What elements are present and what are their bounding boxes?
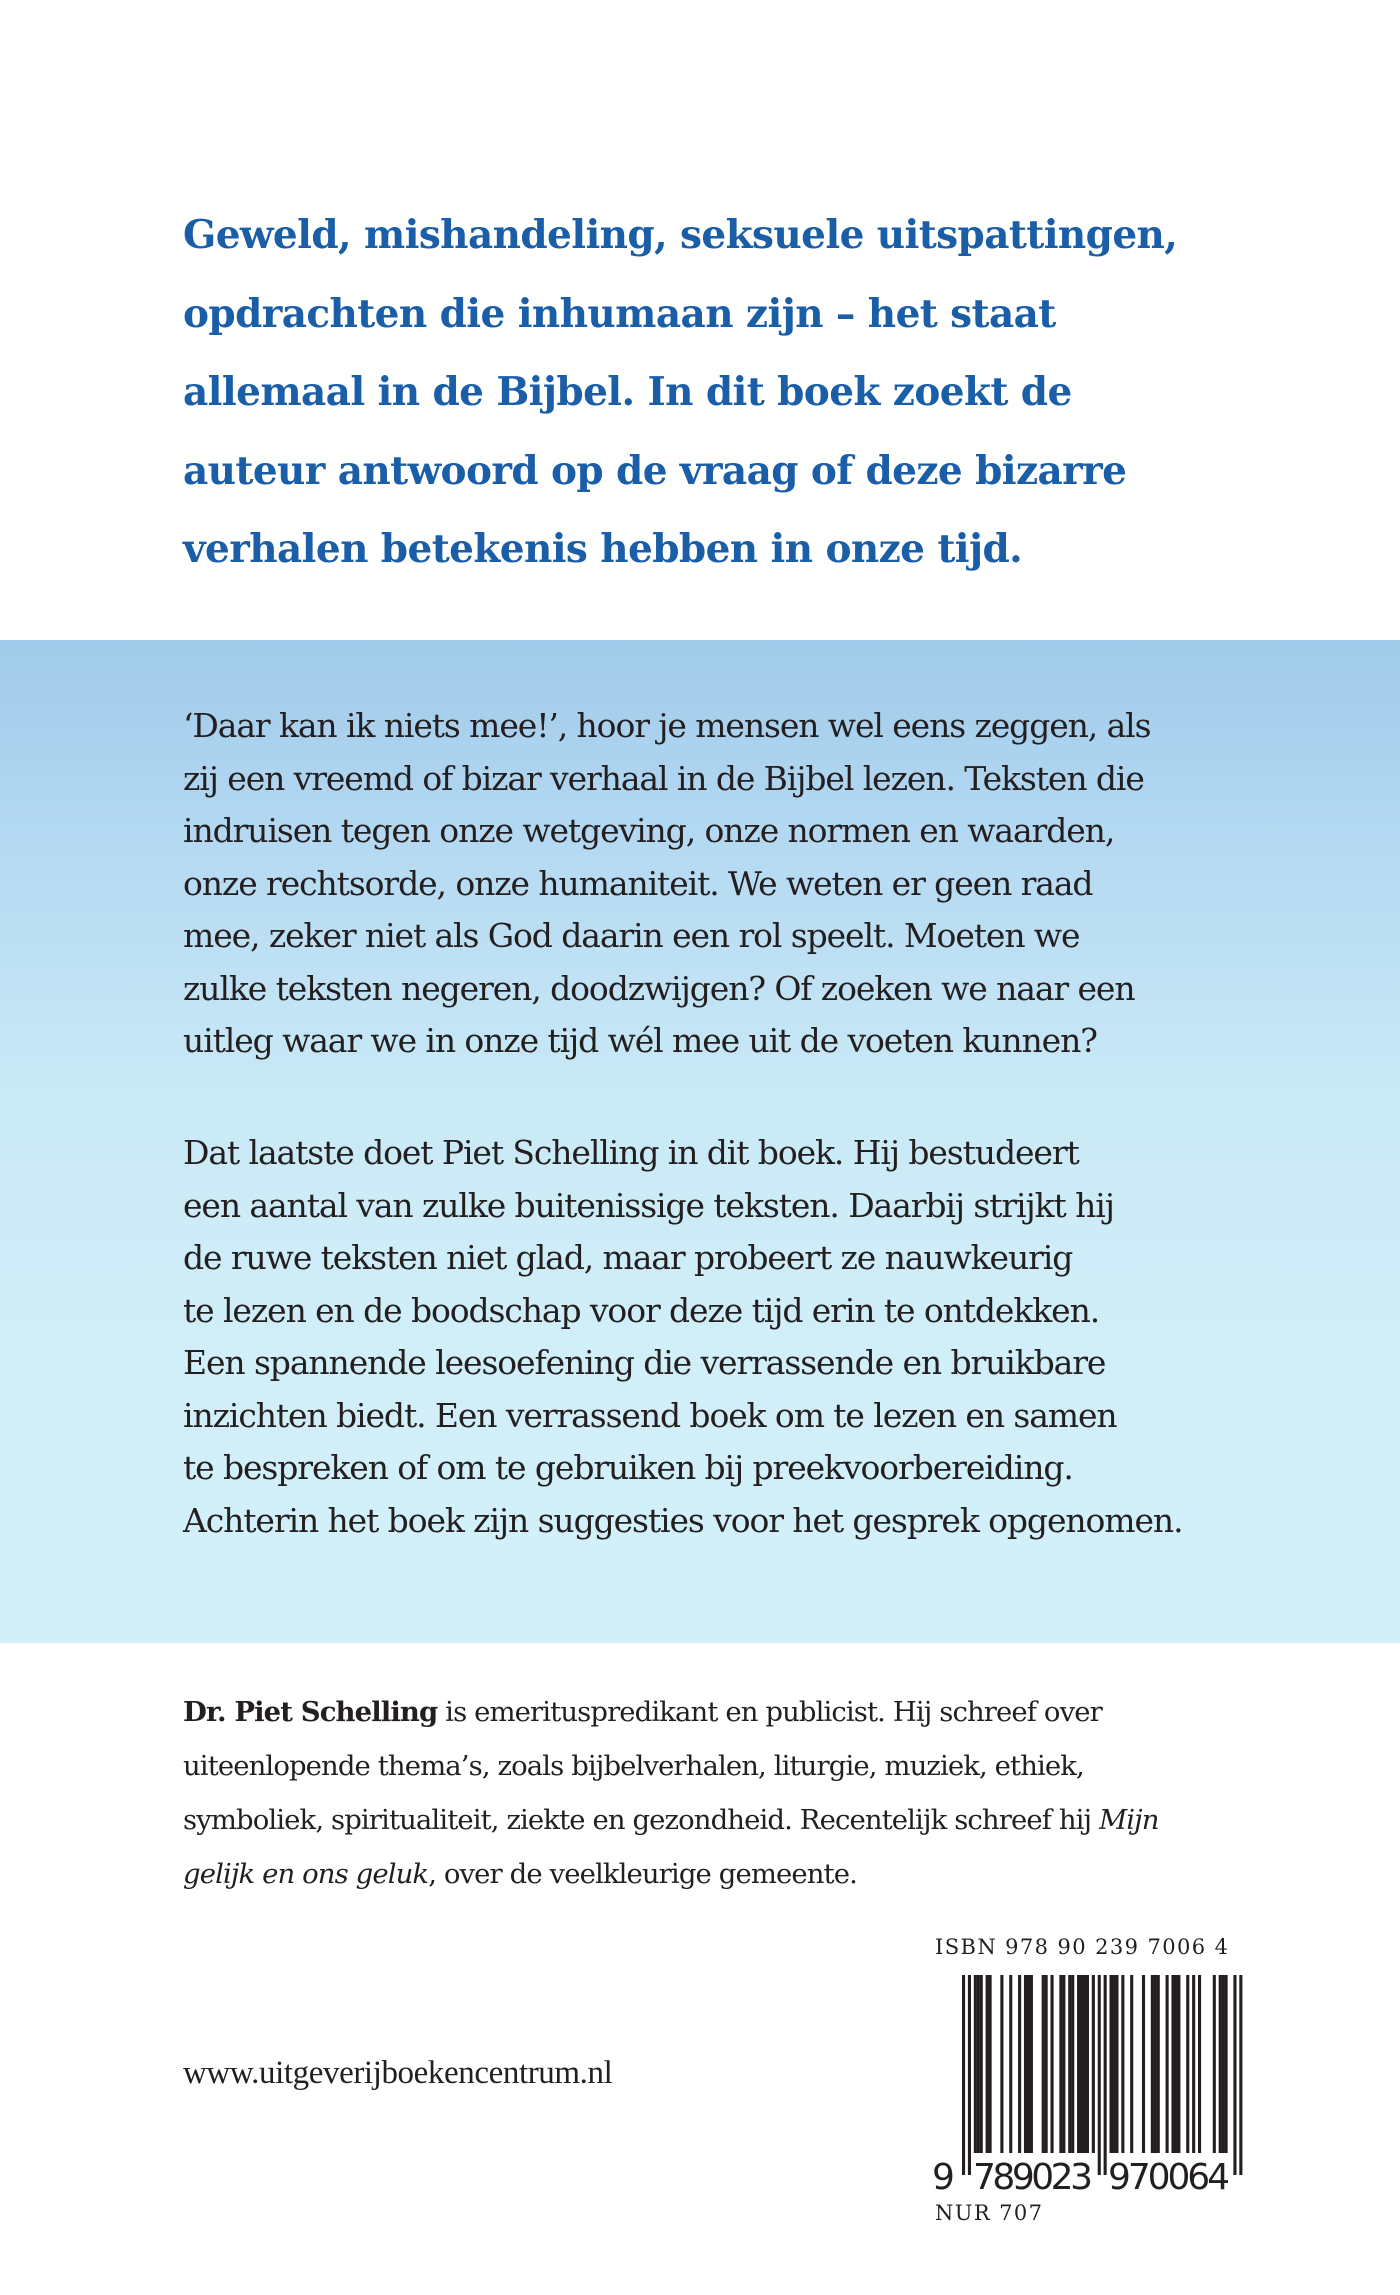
tagline-line: verhalen betekenis hebben in onze tijd. (183, 526, 1023, 572)
book-title: Mijn (1099, 1804, 1159, 1836)
blurb-line: ‘Daar kan ik niets mee!’, hoor je mensen wel eens zeggen, als (183, 706, 1151, 745)
blurb-line: uitleg waar we in onze tijd wél mee uit de voeten kunnen? (183, 1021, 1097, 1060)
bio-text: symboliek, spiritualiteit, ziekte en gezondheid. Recentelijk schreef hij (183, 1804, 1100, 1836)
barcode-bar (1110, 1975, 1113, 2153)
barcode-bar (1171, 1975, 1174, 2153)
blurb-paragraph-2 (183, 1127, 1333, 1547)
bio-line (183, 1793, 1333, 1847)
isbn-barcode-block (930, 1935, 1250, 2230)
barcode-bar (968, 1975, 971, 2175)
barcode-bar (974, 1975, 977, 2153)
barcode-bar (1083, 1975, 1086, 2153)
ean-left-digits: 789023 (973, 2157, 1093, 2193)
barcode-bar (1077, 1975, 1080, 2153)
bio-text: is emerituspredikant en publicist. Hij schreef over (437, 1696, 1102, 1728)
blurb-line: Een spannende leesoefening die verrassende en bruikbare (183, 1343, 1106, 1382)
tagline-line: opdrachten die inhumaan zijn – het staat (183, 290, 1056, 337)
bio-line: uiteenlopende thema’s, zoals bijbelverhalen, liturgie, muziek, ethiek, (183, 1750, 1084, 1782)
author-name: Dr. Piet Schelling (183, 1696, 438, 1728)
ean-first-digit: 9 (932, 2157, 955, 2193)
barcode-bar (1051, 1975, 1054, 2153)
barcode-bar (1121, 1975, 1124, 2153)
barcode-bar (1000, 1975, 1003, 2153)
blurb-line: te bespreken of om te gebruiken bij preekvoorbereiding. (183, 1448, 1073, 1487)
blurb-line: de ruwe teksten niet glad, maar probeert ze nauwkeurig (183, 1238, 1073, 1277)
barcode-bar (1104, 1975, 1107, 2175)
barcode-bar (1112, 1975, 1115, 2153)
barcode-bar (962, 1975, 965, 2175)
barcode-bar (1219, 1975, 1222, 2153)
barcode-bar (1009, 1975, 1012, 2153)
tagline-line: Geweld, mishandeling, seksuele uitspattingen, (183, 212, 1178, 258)
barcode-bar (1222, 1975, 1225, 2153)
blurb-line: Achterin het boek zijn suggesties voor het gesprek opgenomen. (183, 1500, 1183, 1540)
barcode-bar (1130, 1975, 1133, 2153)
blurb-line: Dat laatste doet Piet Schelling in dit boek. Hij bestudeert (183, 1133, 1079, 1172)
barcode-bar (1157, 1975, 1160, 2153)
ean-right-digits: 970064 (1108, 2157, 1230, 2193)
barcode-bar (1151, 1975, 1154, 2153)
bio-line (183, 1685, 1333, 1739)
blurb-line: te lezen en de boodschap voor deze tijd erin te ontdekken. (183, 1290, 1100, 1330)
barcode-bar (1024, 1975, 1027, 2153)
publisher-website-link[interactable]: www.uitgeverijboekencentrum.nl (183, 2055, 613, 2091)
barcode-bar (1071, 1975, 1074, 2153)
barcode-bar (1192, 1975, 1195, 2153)
barcode-bar (1098, 1975, 1101, 2175)
nur-label: NUR 707 (935, 2201, 1044, 2225)
blurb-line: onze rechtsorde, onze humaniteit. We weten er geen raad (183, 863, 1093, 903)
barcode-bar (1213, 1975, 1216, 2153)
tagline-line: auteur antwoord op de vraag of deze bizarre (183, 447, 1127, 494)
barcode-bar (1177, 1975, 1180, 2153)
book-title: gelijk en ons geluk (183, 1858, 429, 1890)
author-bio (183, 1685, 1333, 1901)
blurb-line: zij een vreemd of bizar verhaal in de Bijbel lezen. Teksten die (183, 758, 1144, 798)
barcode-icon (930, 1975, 1250, 2193)
barcode-bar (1068, 1975, 1071, 2153)
cover-tagline (183, 196, 1283, 589)
barcode-bar (1059, 1975, 1062, 2153)
bio-line (183, 1847, 1333, 1901)
barcode-bar (989, 1975, 992, 2153)
barcode-bar (1174, 1975, 1177, 2153)
barcode-bar (1186, 1975, 1189, 2153)
barcode-bar (1062, 1975, 1065, 2153)
barcode-bar (1142, 1975, 1145, 2153)
barcode-bar (1198, 1975, 1201, 2153)
blurb-line: mee, zeker niet als God daarin een rol speelt. Moeten we (183, 916, 1080, 955)
blurb-line: een aantal van zulke buitenissige teksten. Daarbij strijkt hij (183, 1185, 1114, 1225)
bio-text: , over de veelkleurige gemeente. (428, 1858, 857, 1890)
barcode-bar (977, 1975, 980, 2153)
barcode-bar (1080, 1975, 1083, 2153)
barcode-bar (1027, 1975, 1030, 2153)
barcode-bar (980, 1975, 983, 2153)
blurb-paragraph-1 (183, 700, 1333, 1068)
barcode-bar (1225, 1975, 1228, 2153)
barcode-bar (1092, 1975, 1095, 2153)
barcode-bar (1018, 1975, 1021, 2153)
blurb-line: inzichten biedt. Een verrassend boek om te lezen en samen (183, 1395, 1117, 1435)
barcode-bar (1045, 1975, 1048, 2153)
barcode-bar (1030, 1975, 1033, 2153)
blurb-line: zulke teksten negeren, doodzwijgen? Of zoeken we naar een (183, 968, 1135, 1008)
barcode-bar (1166, 1975, 1169, 2153)
barcode-bar (1086, 1975, 1089, 2153)
blurb-line: indruisen tegen onze wetgeving, onze normen en waarden, (183, 811, 1115, 850)
tagline-line: allemaal in de Bijbel. In dit boek zoekt de (183, 369, 1072, 415)
barcode-bar (1154, 1975, 1157, 2153)
barcode-bar (986, 1975, 989, 2153)
barcode-bar (1115, 1975, 1118, 2153)
barcode-bar (1233, 1975, 1236, 2175)
barcode-bar (1239, 1975, 1242, 2175)
barcode-bar (1042, 1975, 1045, 2153)
isbn-label: ISBN 978 90 239 7006 4 (935, 1935, 1230, 1959)
